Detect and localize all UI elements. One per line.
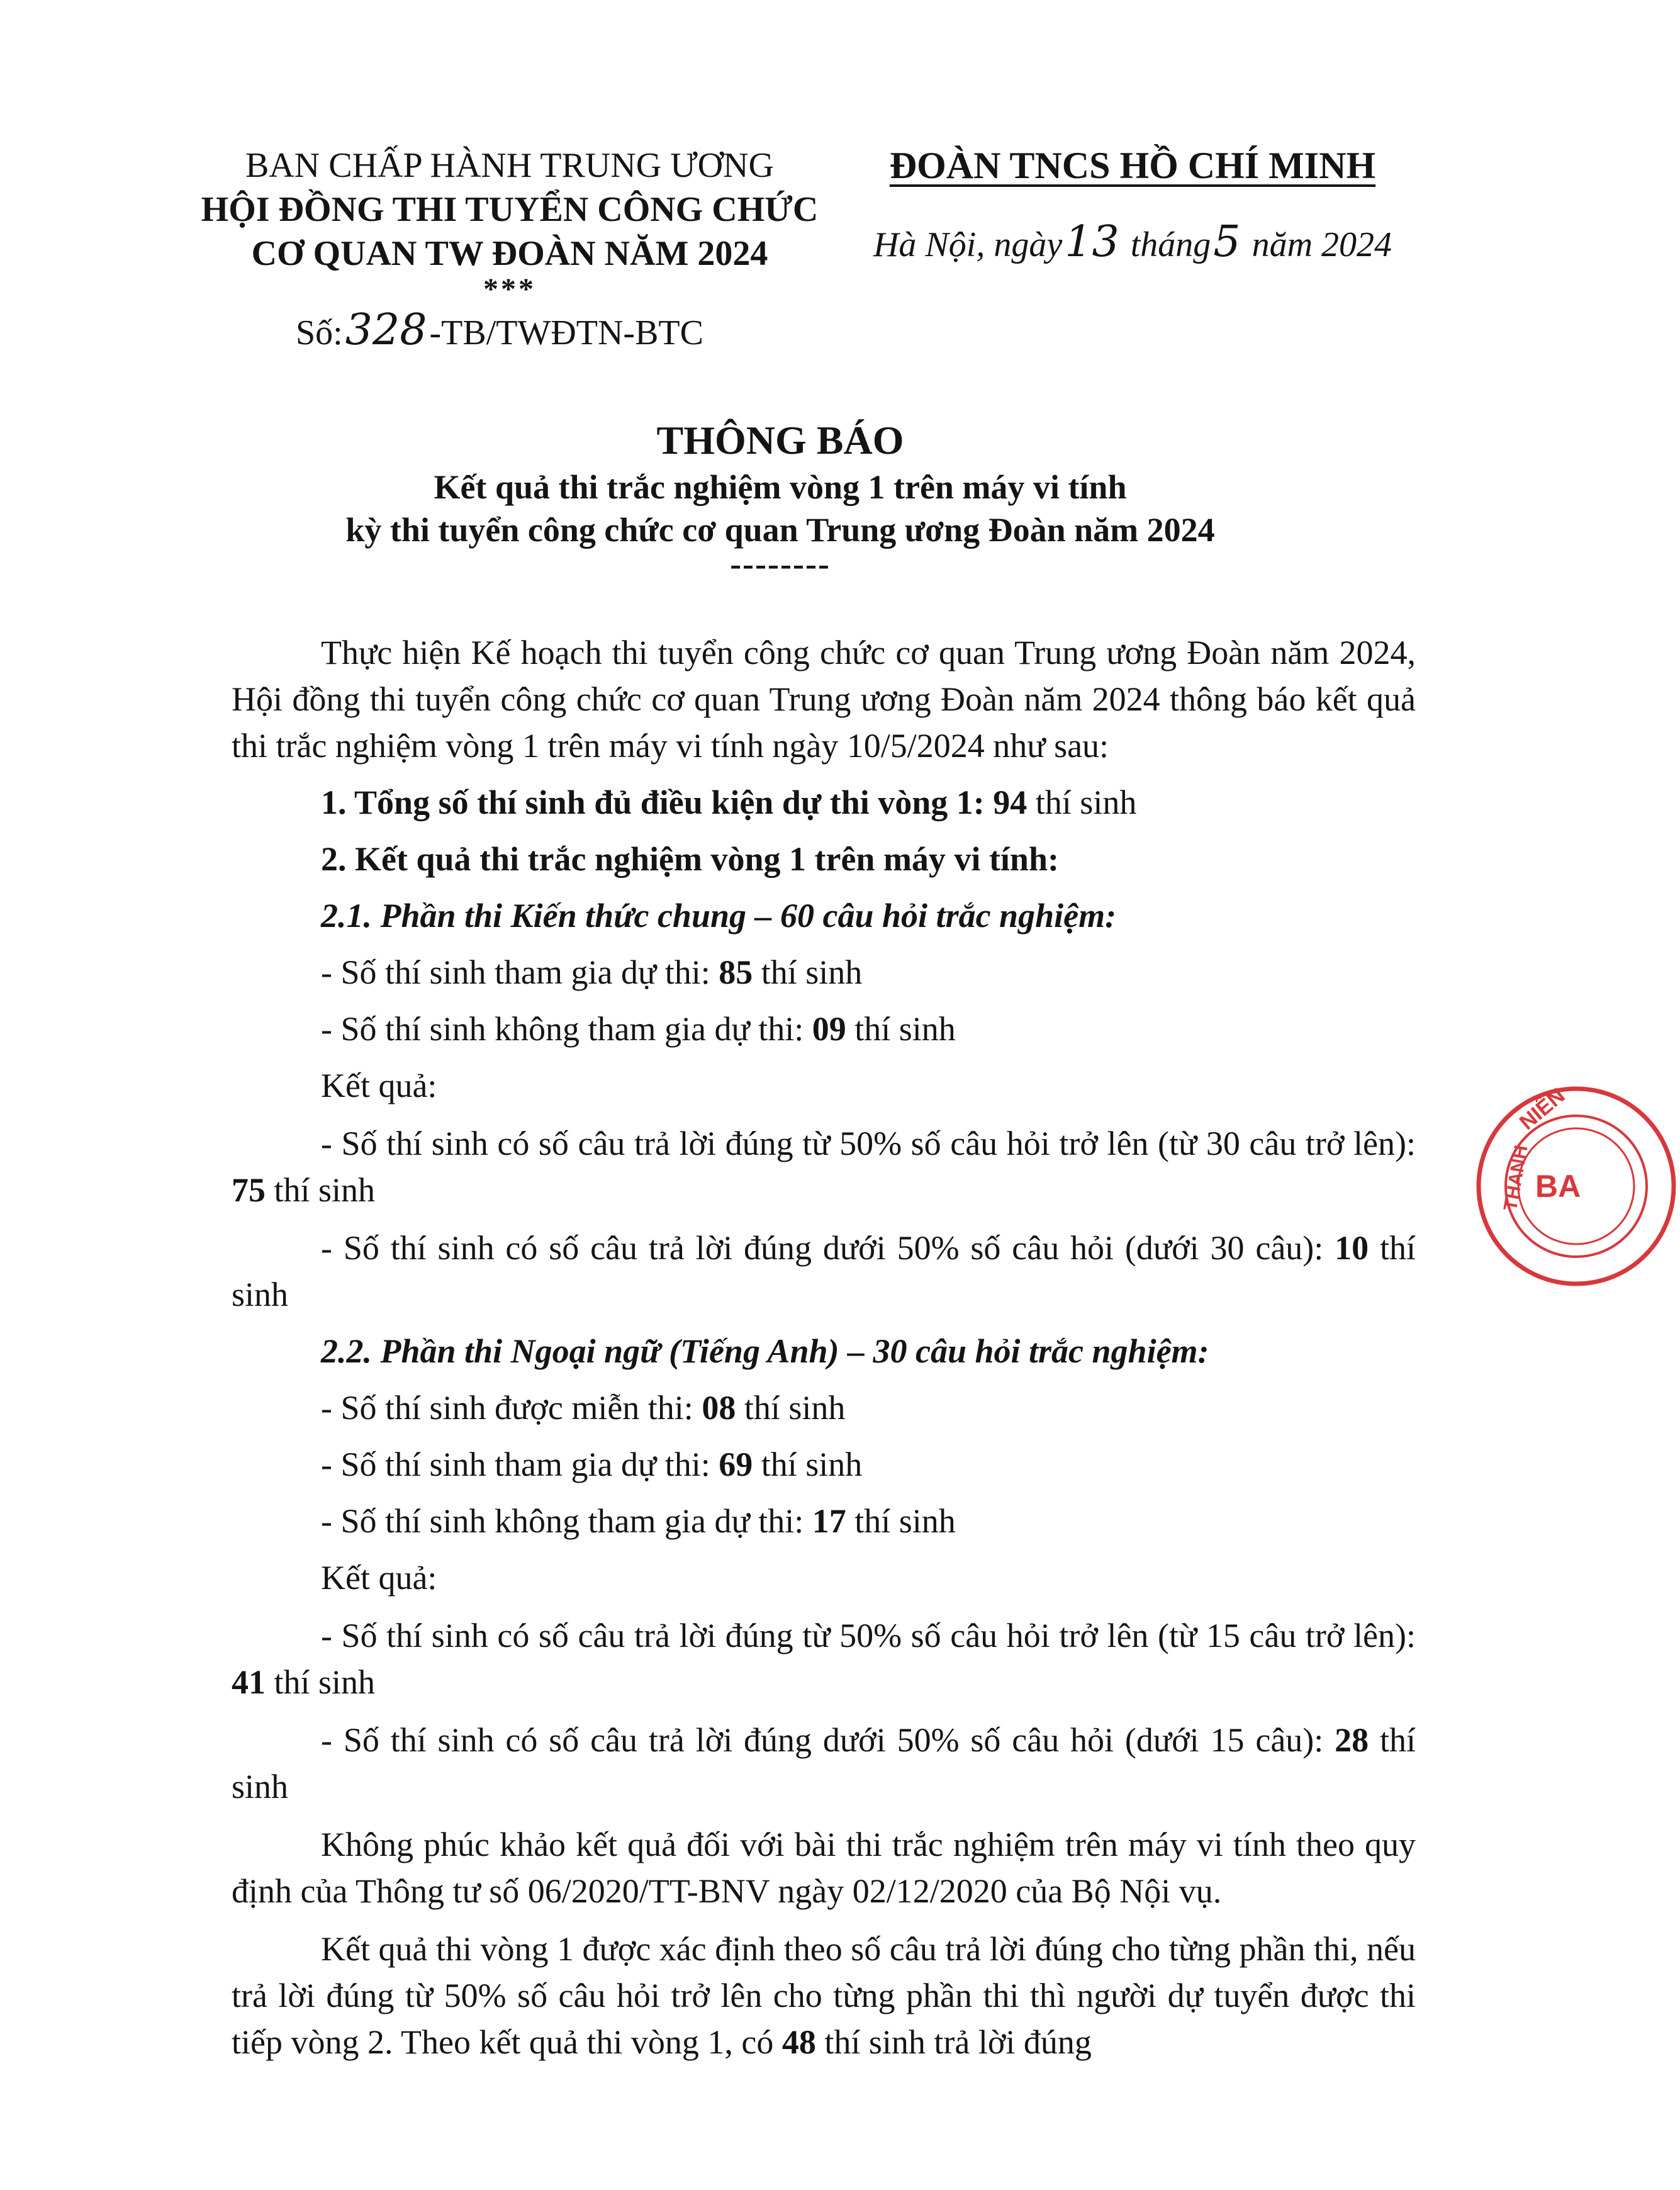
s21-result-pass-number: 75 [232,1171,266,1209]
issuing-body-line2: HỘI ĐỒNG THI TUYỂN CÔNG CHỨC [201,190,819,229]
s22-result-fail-number: 28 [1335,1721,1369,1759]
section-1-unit: thí sinh [1027,783,1137,821]
intro-paragraph: Thực hiện Kế hoạch thi tuyển công chức cơ quan Trung ương Đoàn năm 2024, Hội đồng thi tuyển công chức cơ quan Trung ương Đoàn năm 2024 thông báo kết quả thi trắc nghiệm vòng 1 trên máy vi tính ngày 10/5/2024 như sau: [232,634,1416,765]
s22-result-fail-text: - Số thí sinh có số câu trả lời đúng dưới 50% số câu hỏi (dưới 15 câu): [321,1721,1335,1759]
notice-title-main: THÔNG BÁO [656,418,904,463]
s21-absent-text: - Số thí sinh không tham gia dự thi: [321,1010,812,1048]
document-number-handwritten: 328 [345,305,427,355]
date-year: năm 2024 [1252,225,1392,264]
s22-result-fail-unit: thí sinh [232,1721,1416,1805]
s21-result-fail-number: 10 [1335,1229,1369,1267]
s22-exempt-unit: thí sinh [736,1389,846,1427]
s21-result-fail-text: - Số thí sinh có số câu trả lời đúng dưới 50% số câu hỏi (dưới 30 câu): [321,1229,1335,1267]
organization-header [856,143,1409,267]
s22-absent [232,1498,1416,1544]
notice-subtitle-1: Kết quả thi trắc nghiệm vòng 1 trên máy vi tính [434,468,1127,506]
issue-date [856,217,1409,267]
s21-absent-number: 09 [812,1010,846,1048]
round-1-rule-text: Kết quả thi vòng 1 được xác định theo số câu trả lời đúng cho từng phần thi, nếu trả lời đúng từ 50% số câu hỏi trở lên cho từng phần thi thì người dự tuyển được thi tiếp vòng 2. Theo kết quả thi vòng 1, có [232,1930,1416,2061]
s21-result-pass [232,1120,1416,1213]
s22-exempt-text: - Số thí sinh được miễn thi: [321,1389,702,1427]
s21-participants-number: 85 [719,953,753,991]
notice-title [170,415,1391,583]
section-2-2-heading: 2.2. Phần thi Ngoại ngữ (Tiếng Anh) – 30 câu hỏi trắc nghiệm: [321,1332,1209,1370]
issuing-body-header [170,143,849,306]
stamp-text-center: BA [1535,1169,1581,1204]
section-2-heading: 2. Kết quả thi trắc nghiệm vòng 1 trên máy vi tính: [321,840,1059,878]
round-1-rule-paragraph [232,1926,1416,2065]
notice-subtitle-2: kỳ thi tuyển công chức cơ quan Trung ương Đoàn năm 2024 [345,511,1215,549]
s21-participants [232,949,1416,996]
s21-participants-text: - Số thí sinh tham gia dự thi: [321,953,719,991]
s22-absent-text: - Số thí sinh không tham gia dự thi: [321,1502,812,1540]
round-1-rule-text-end: thí sinh trả lời đúng [815,2023,1092,2061]
s21-absent-unit: thí sinh [846,1010,956,1048]
s22-participants-number: 69 [719,1446,753,1483]
s22-participants-unit: thí sinh [753,1446,863,1483]
date-month-handwritten: 5 [1213,217,1241,267]
s22-result-pass-text: - Số thí sinh có số câu trả lời đúng từ 50% số câu hỏi trở lên (từ 15 câu trở lên): [321,1617,1416,1654]
organization-name: ĐOÀN TNCS HỒ CHÍ MINH [889,145,1376,186]
section-1-number: 94 [993,783,1028,821]
document-number-prefix: Số: [296,313,343,352]
issuing-body-line1: BAN CHẤP HÀNH TRUNG ƯƠNG [245,146,774,185]
s21-result-label: Kết quả: [321,1067,437,1104]
s21-result-pass-unit: thí sinh [266,1171,376,1209]
section-2-1-heading: 2.1. Phần thi Kiến thức chung – 60 câu hỏi trắc nghiệm: [321,897,1117,935]
notice-body [232,629,1416,2065]
no-appeal-paragraph: Không phúc khảo kết quả đối với bài thi trắc nghiệm trên máy vi tính theo quy định của Thông tư số 06/2020/TT-BNV ngày 02/12/2020 của Bộ Nội vụ. [232,1826,1416,1910]
s22-absent-unit: thí sinh [846,1502,956,1540]
date-prefix: Hà Nội, ngày [873,225,1063,264]
date-month-word: tháng [1130,225,1211,264]
section-1-label: 1. Tổng số thí sinh đủ điều kiện dự thi vòng 1: [321,783,994,821]
stamp-text-top: NIÊN [1515,1083,1570,1135]
s22-exempt-number: 08 [702,1389,736,1427]
red-seal-stamp [1472,1082,1680,1290]
date-day-handwritten: 13 [1065,217,1119,267]
s21-result-pass-text: - Số thí sinh có số câu trả lời đúng từ 50% số câu hỏi trở lên (từ 30 câu trở lên): [321,1125,1416,1162]
s21-participants-unit: thí sinh [753,953,863,991]
s22-result-pass-unit: thí sinh [266,1663,376,1701]
s22-result-pass-number: 41 [232,1663,266,1701]
s22-participants [232,1441,1416,1488]
s21-result-fail [232,1225,1416,1318]
document-number [296,305,703,355]
stamp-text-left: THANH [1499,1143,1532,1213]
s22-exempt [232,1384,1416,1431]
section-1 [232,779,1416,826]
s22-absent-number: 17 [812,1502,846,1540]
s21-result-fail-unit: thí sinh [232,1229,1416,1313]
s21-absent [232,1006,1416,1052]
s22-result-pass [232,1612,1416,1705]
s22-result-label: Kết quả: [321,1559,437,1597]
header-stars: *** [483,272,536,306]
document-number-suffix: -TB/TWĐTN-BTC [429,313,703,352]
round-1-pass-count: 48 [781,2023,816,2061]
s22-participants-text: - Số thí sinh tham gia dự thi: [321,1446,719,1483]
s22-result-fail [232,1717,1416,1810]
issuing-body-line3: CƠ QUAN TW ĐOÀN NĂM 2024 [251,234,768,273]
title-divider: -------- [730,545,831,583]
